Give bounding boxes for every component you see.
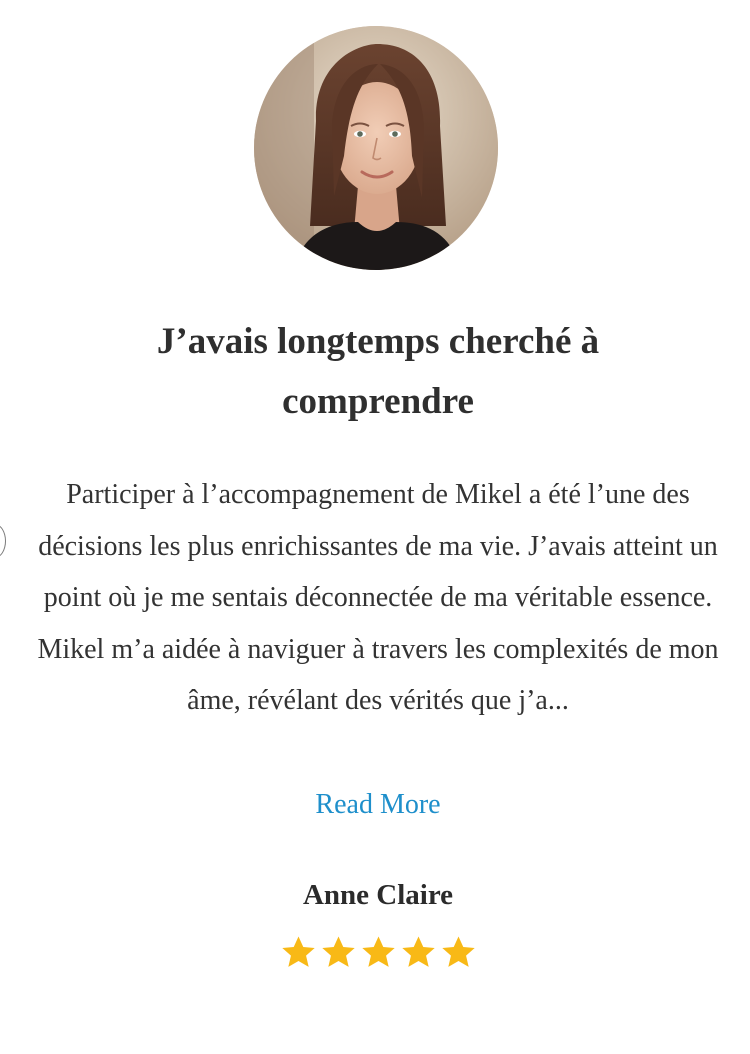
star-icon — [360, 934, 397, 971]
author-name: Anne Claire — [302, 879, 454, 911]
testimonial-title: J’avais longtemps cherché à comprendre — [156, 321, 600, 422]
testimonial-body: Participer à l’accompagnement de Mikel a été l’une des décisions les plus enrichissantes de ma vie. J’avais atteint un point où je me sentais déconnectée de ma véritable essence. Mikel m’a aidée à naviguer à travers les complexités de mon âme, révélant des vérités que j’a... — [37, 479, 719, 716]
star-icon — [320, 934, 357, 971]
carousel-prev-edge-icon[interactable] — [0, 524, 6, 558]
star-icon — [280, 934, 317, 971]
read-more-link[interactable]: Read More — [315, 789, 441, 820]
rating-stars — [278, 934, 478, 974]
avatar — [254, 26, 498, 270]
star-icon — [400, 934, 437, 971]
star-icon — [440, 934, 477, 971]
